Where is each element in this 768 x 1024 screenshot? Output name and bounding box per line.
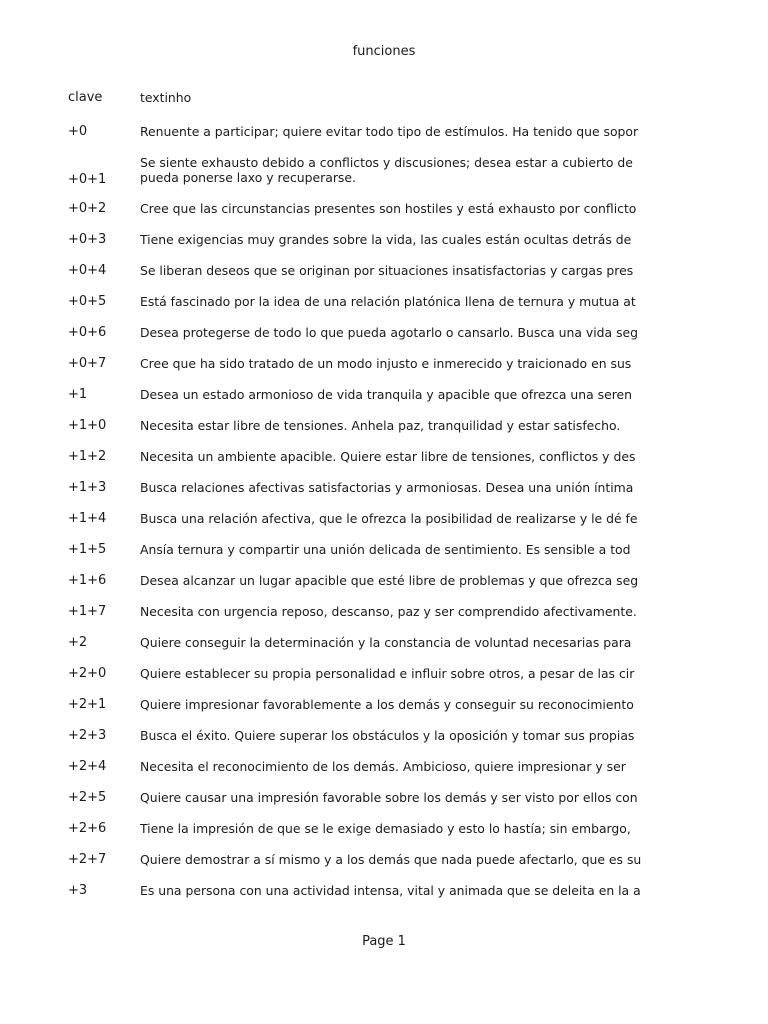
table-row [68, 720, 644, 751]
table-row [68, 503, 644, 534]
row-key: +0+1 [68, 172, 107, 187]
row-key: +0+5 [68, 294, 107, 309]
table-row [68, 193, 644, 224]
row-key: +0+4 [68, 263, 107, 278]
row-text: Busca relaciones afectivas satisfactorias y armoniosas. Desea una unión íntima [140, 480, 634, 495]
row-key: +2+7 [68, 852, 107, 867]
row-key: +2 [68, 635, 88, 650]
row-key: +0 [68, 124, 88, 139]
row-text: Necesita el reconocimiento de los demás. Ambicioso, quiere impresionar y ser [140, 759, 626, 774]
row-text: Necesita un ambiente apacible. Quiere estar libre de tensiones, conflictos y des [140, 449, 636, 464]
row-text: Desea protegerse de todo lo que pueda agotarlo o cansarlo. Busca una vida seg [140, 325, 639, 340]
row-text: Está fascinado por la idea de una relación platónica llena de ternura y mutua at [140, 294, 636, 309]
table-row [68, 534, 644, 565]
row-text: Ansía ternura y compartir una unión delicada de sentimiento. Es sensible a tod [140, 542, 631, 557]
row-text: Se liberan deseos que se originan por situaciones insatisfactorias y cargas pres [140, 263, 634, 278]
data-table [68, 86, 644, 906]
row-key: +2+4 [68, 759, 107, 774]
table-row [68, 348, 644, 379]
table-row [68, 116, 644, 147]
row-key: +0+3 [68, 232, 107, 247]
table-row [68, 875, 644, 906]
row-text: Quiere demostrar a sí mismo y a los demás que nada puede afectarlo, que es su [140, 852, 642, 867]
row-key: +1+3 [68, 480, 107, 495]
table-row [68, 472, 644, 503]
table-row [68, 317, 644, 348]
row-key: +2+1 [68, 697, 107, 712]
table-row [68, 565, 644, 596]
row-key: +2+3 [68, 728, 107, 743]
row-text: Quiere establecer su propia personalidad e influir sobre otros, a pesar de las cir [140, 666, 635, 681]
row-key: +1+7 [68, 604, 107, 619]
table-row [68, 596, 644, 627]
table-row [68, 286, 644, 317]
row-key: +0+2 [68, 201, 107, 216]
table-row [68, 782, 644, 813]
column-header-textinho: textinho [140, 89, 192, 105]
table-row [68, 813, 644, 844]
row-text: Renuente a participar; quiere evitar todo tipo de estímulos. Ha tenido que sopor [140, 124, 639, 139]
row-key: +1+6 [68, 573, 107, 588]
row-text: Quiere conseguir la determinación y la constancia de voluntad necesarias para [140, 635, 632, 650]
row-text: Desea un estado armonioso de vida tranquila y apacible que ofrezca una seren [140, 387, 633, 402]
row-key: +1+2 [68, 449, 107, 464]
row-key: +2+5 [68, 790, 107, 805]
row-text: Busca el éxito. Quiere superar los obstáculos y la oposición y tomar sus propias [140, 728, 635, 743]
row-key: +3 [68, 883, 88, 898]
row-text: Quiere causar una impresión favorable sobre los demás y ser visto por ellos con [140, 790, 638, 805]
row-key: +1+0 [68, 418, 107, 433]
row-text: Quiere impresionar favorablemente a los demás y conseguir su reconocimiento [140, 697, 634, 712]
table-row [68, 410, 644, 441]
table-row [68, 379, 644, 410]
row-text: Tiene exigencias muy grandes sobre la vida, las cuales están ocultas detrás de [140, 232, 632, 247]
row-text: Cree que ha sido tratado de un modo injusto e inmerecido y traicionado en sus [140, 356, 632, 371]
row-key: +0+6 [68, 325, 107, 340]
table-row [68, 844, 644, 875]
table-row [68, 658, 644, 689]
row-text: Es una persona con una actividad intensa, vital y animada que se deleita en la a [140, 883, 641, 898]
row-key: +2+6 [68, 821, 107, 836]
row-text: Busca una relación afectiva, que le ofrezca la posibilidad de realizarse y le dé fe [140, 511, 638, 526]
row-text: Se siente exhausto debido a conflictos y discusiones; desea estar a cubierto de pueda ponerse laxo y recuperarse. [140, 155, 633, 185]
row-text: Tiene la impresión de que se le exige demasiado y esto lo hastía; sin embargo, [140, 821, 631, 836]
row-key: +0+7 [68, 356, 107, 371]
row-key: +1+5 [68, 542, 107, 557]
page-title: funciones [352, 44, 416, 59]
column-header-clave: clave [68, 89, 103, 105]
row-text: Cree que las circunstancias presentes son hostiles y está exhausto por conflicto [140, 201, 637, 216]
table-header-row [68, 86, 644, 108]
row-text: Desea alcanzar un lugar apacible que esté libre de problemas y que ofrezca seg [140, 573, 639, 588]
row-key: +1 [68, 387, 88, 402]
row-text: Necesita con urgencia reposo, descanso, paz y ser comprendido afectivamente. [140, 604, 637, 619]
row-key: +2+0 [68, 666, 107, 681]
table-row [68, 751, 644, 782]
table-row [68, 255, 644, 286]
table-row [68, 441, 644, 472]
table-row [68, 689, 644, 720]
row-key: +1+4 [68, 511, 107, 526]
table-row [68, 224, 644, 255]
table-row [68, 627, 644, 658]
row-text: Necesita estar libre de tensiones. Anhela paz, tranquilidad y estar satisfecho. [140, 418, 621, 433]
table-row [68, 147, 644, 193]
page-number: Page 1 [362, 934, 406, 949]
